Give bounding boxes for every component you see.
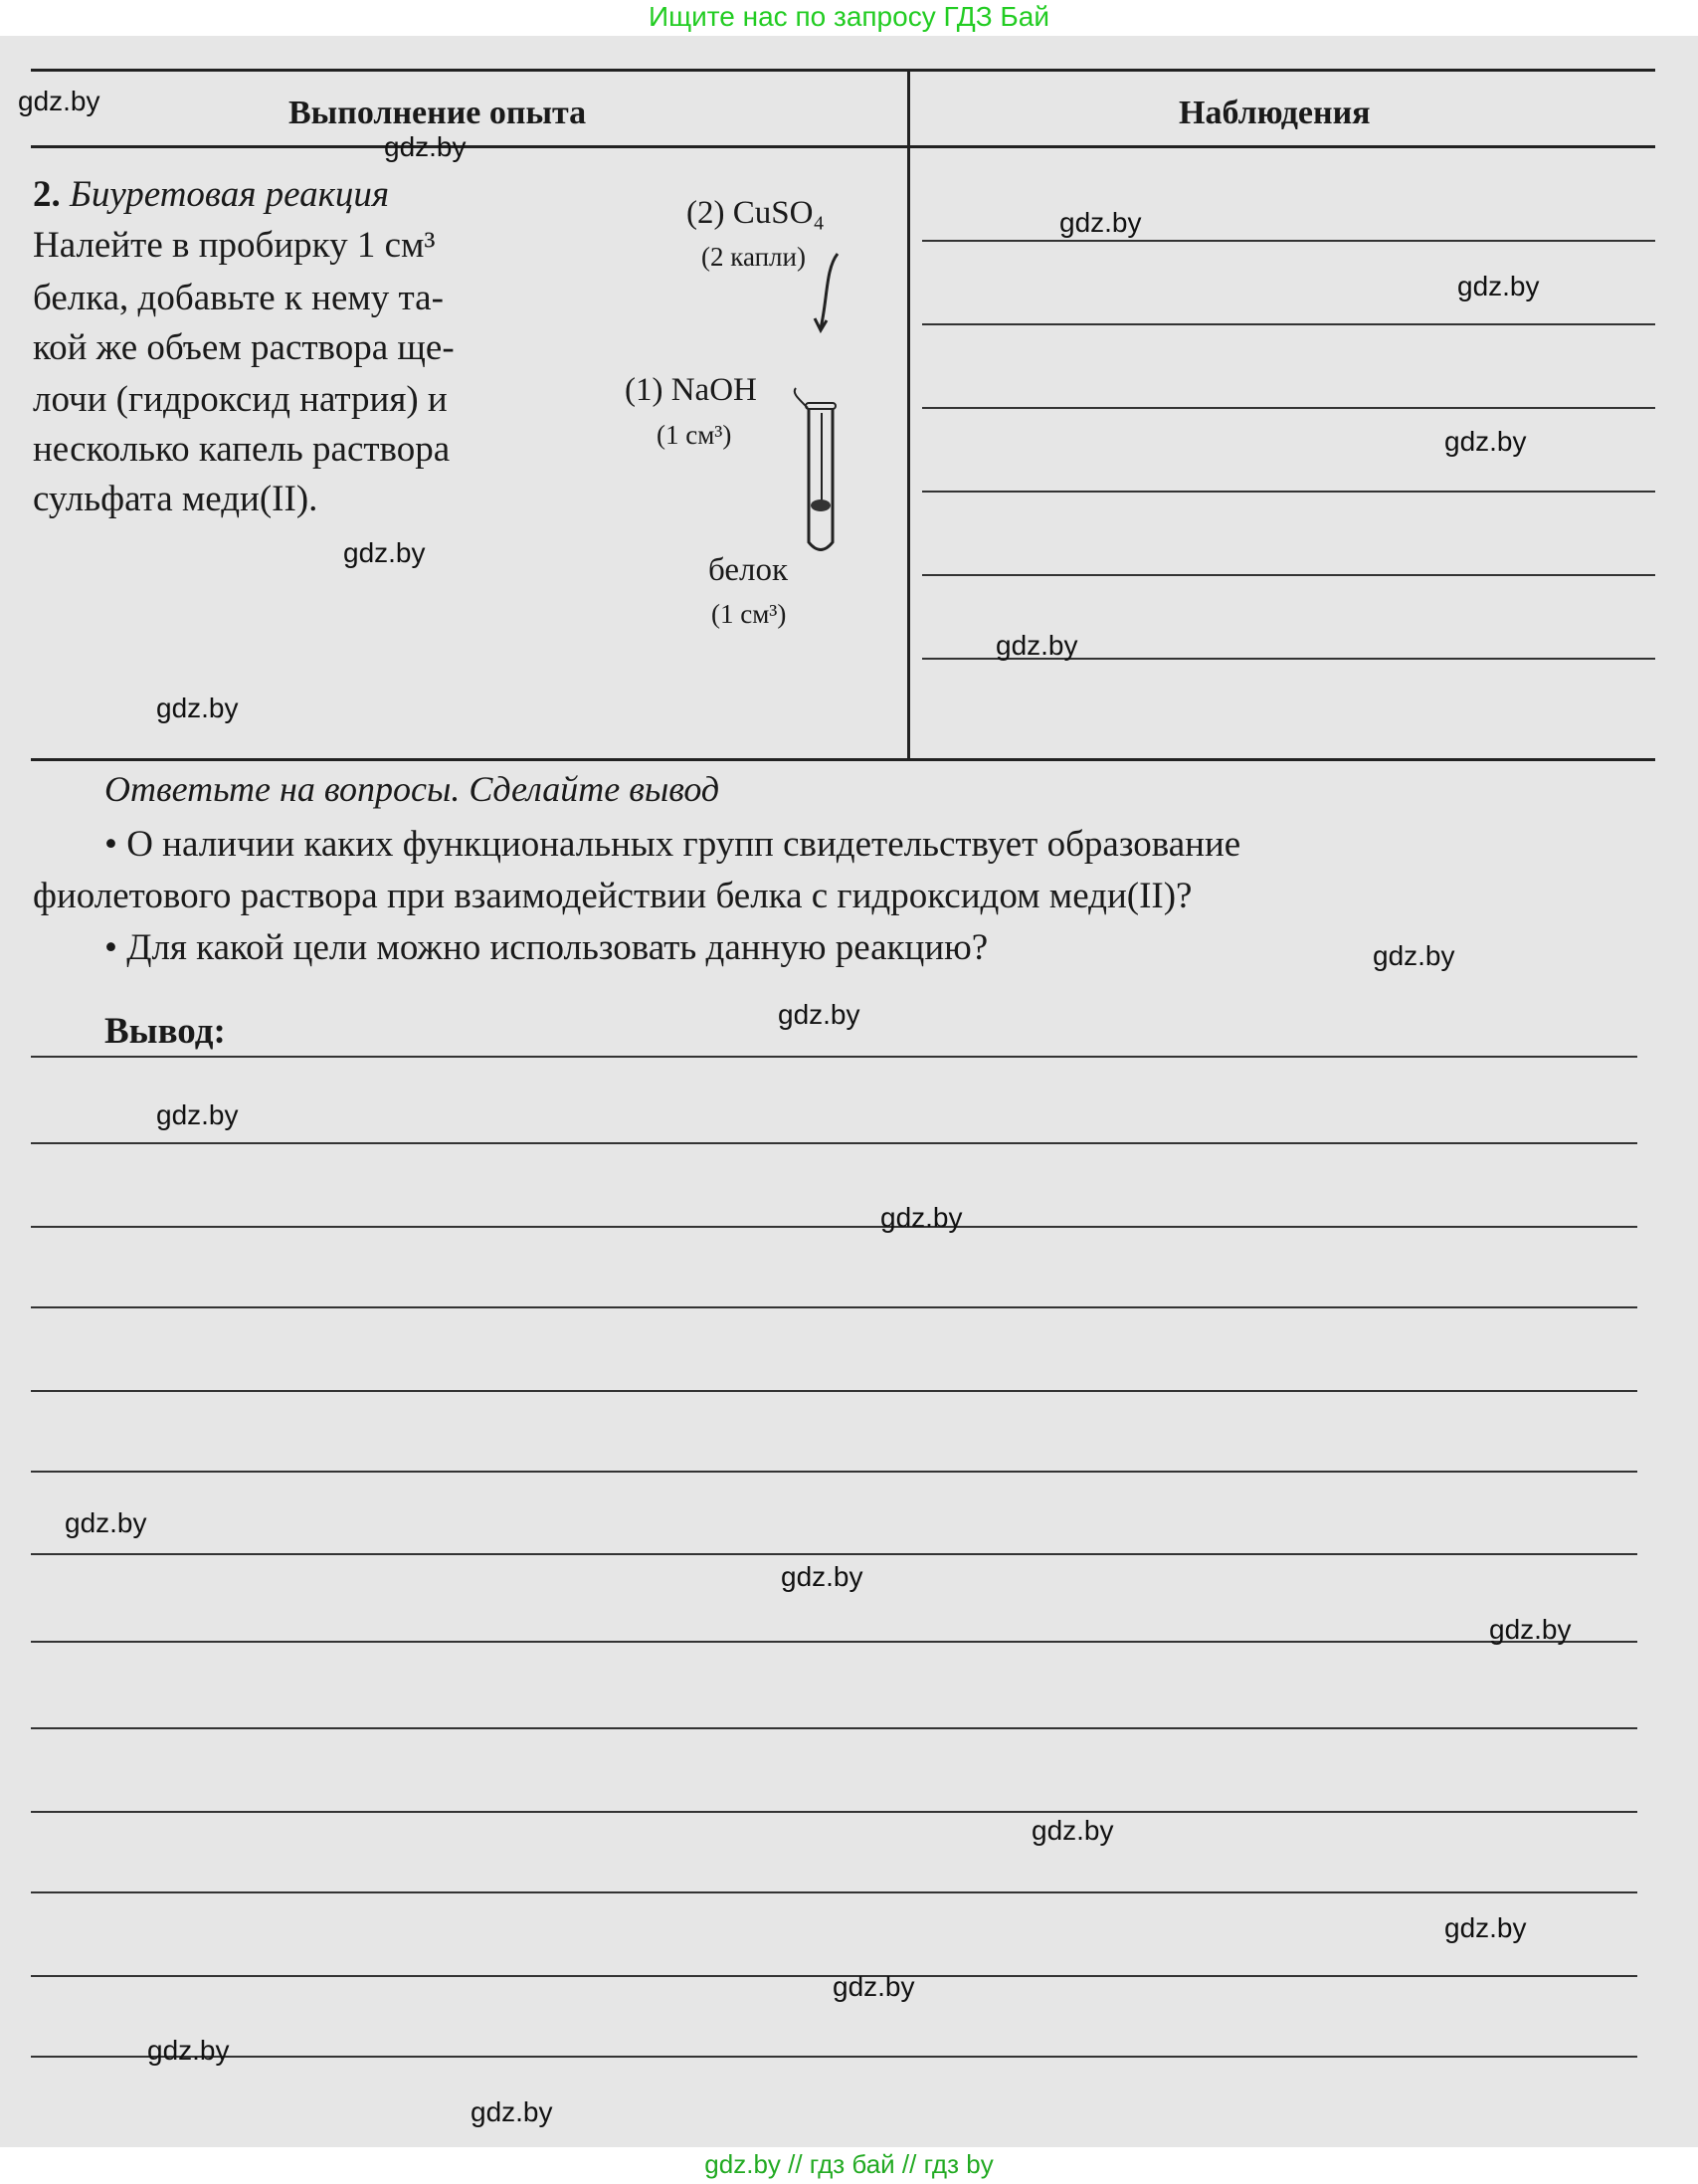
watermark: gdz.by (147, 2035, 230, 2066)
table-bottom-border (31, 758, 1655, 761)
watermark: gdz.by (384, 131, 467, 162)
conclusion-label: Вывод: (104, 1011, 226, 1052)
column-header-procedure: Выполнение опыта (288, 95, 587, 131)
watermark: gdz.by (471, 2096, 553, 2127)
table-header-border (31, 145, 1655, 148)
answer-line (31, 1727, 1637, 1729)
top-banner (0, 0, 1698, 36)
protein-amount: (1 см³) (711, 599, 787, 629)
table-column-divider (907, 69, 910, 761)
watermark: gdz.by (65, 1507, 147, 1538)
watermark: gdz.by (781, 1561, 863, 1592)
answer-line (31, 2056, 1637, 2058)
questions-heading: Ответьте на вопросы. Сделайте вывод (104, 769, 720, 809)
watermark: gdz.by (1444, 1912, 1527, 1943)
answer-line (31, 1811, 1637, 1813)
task-heading (33, 173, 389, 216)
watermark: gdz.by (833, 1971, 915, 2002)
watermark: gdz.by (1373, 940, 1455, 971)
watermark: gdz.by (880, 1202, 963, 1233)
observation-line (922, 240, 1655, 242)
watermark: gdz.by (996, 630, 1078, 661)
watermark: gdz.by (343, 537, 426, 568)
task-line: белка, добавьте к нему та- (33, 278, 444, 318)
question-2: • Для какой цели можно использовать данную реакцию? (104, 927, 989, 968)
task-line: кой же объем раствора ще- (33, 327, 455, 368)
question-1-line-1: • О наличии каких функциональных групп свидетельствует образование (104, 824, 1241, 865)
banner-text: Ищите нас по запросу ГДЗ Бай (648, 1, 1050, 32)
table-top-border (31, 69, 1655, 72)
task-line: лочи (гидроксид натрия) и (33, 379, 448, 420)
answer-line (31, 1891, 1637, 1893)
cuso4-amount: (2 капли) (701, 242, 806, 272)
column-header-observations: Наблюдения (1179, 95, 1371, 131)
answer-line (31, 1056, 1637, 1058)
observation-line (922, 323, 1655, 325)
task-line: несколько капель раствора (33, 429, 451, 470)
cuso4-label: (2) CuSO₄ (686, 195, 825, 231)
task-title: Биуретовая реакция (70, 174, 390, 215)
watermark: gdz.by (1457, 271, 1540, 301)
answer-line (31, 1142, 1637, 1144)
watermark: gdz.by (778, 999, 860, 1030)
answer-line (31, 1306, 1637, 1308)
task-line: Налейте в пробирку 1 см³ (33, 225, 436, 266)
watermark: gdz.by (1489, 1614, 1572, 1645)
watermark: gdz.by (156, 1099, 239, 1130)
question-1-line-2: фиолетового раствора при взаимодействии белка с гидроксидом меди(II)? (33, 876, 1193, 916)
test-tube-illustration (786, 249, 865, 557)
watermark: gdz.by (1032, 1815, 1114, 1846)
answer-line (31, 1471, 1637, 1473)
answer-line (31, 1226, 1637, 1228)
observation-line (922, 574, 1655, 576)
task-number: 2. (33, 174, 61, 215)
answer-line (31, 1553, 1637, 1555)
observation-line (922, 491, 1655, 493)
watermark: gdz.by (1444, 426, 1527, 457)
watermark: gdz.by (18, 86, 100, 116)
protein-label: белок (708, 552, 789, 588)
answer-line (31, 1641, 1637, 1643)
watermark: gdz.by (1059, 207, 1142, 238)
naoh-amount: (1 см³) (657, 420, 732, 450)
naoh-label: (1) NaOH (625, 372, 757, 408)
observation-line (922, 407, 1655, 409)
footer-links[interactable]: gdz.by // гдз бай // гдз by (0, 2147, 1698, 2184)
task-line: сульфата меди(II). (33, 479, 318, 519)
answer-line (31, 1390, 1637, 1392)
watermark: gdz.by (156, 693, 239, 723)
